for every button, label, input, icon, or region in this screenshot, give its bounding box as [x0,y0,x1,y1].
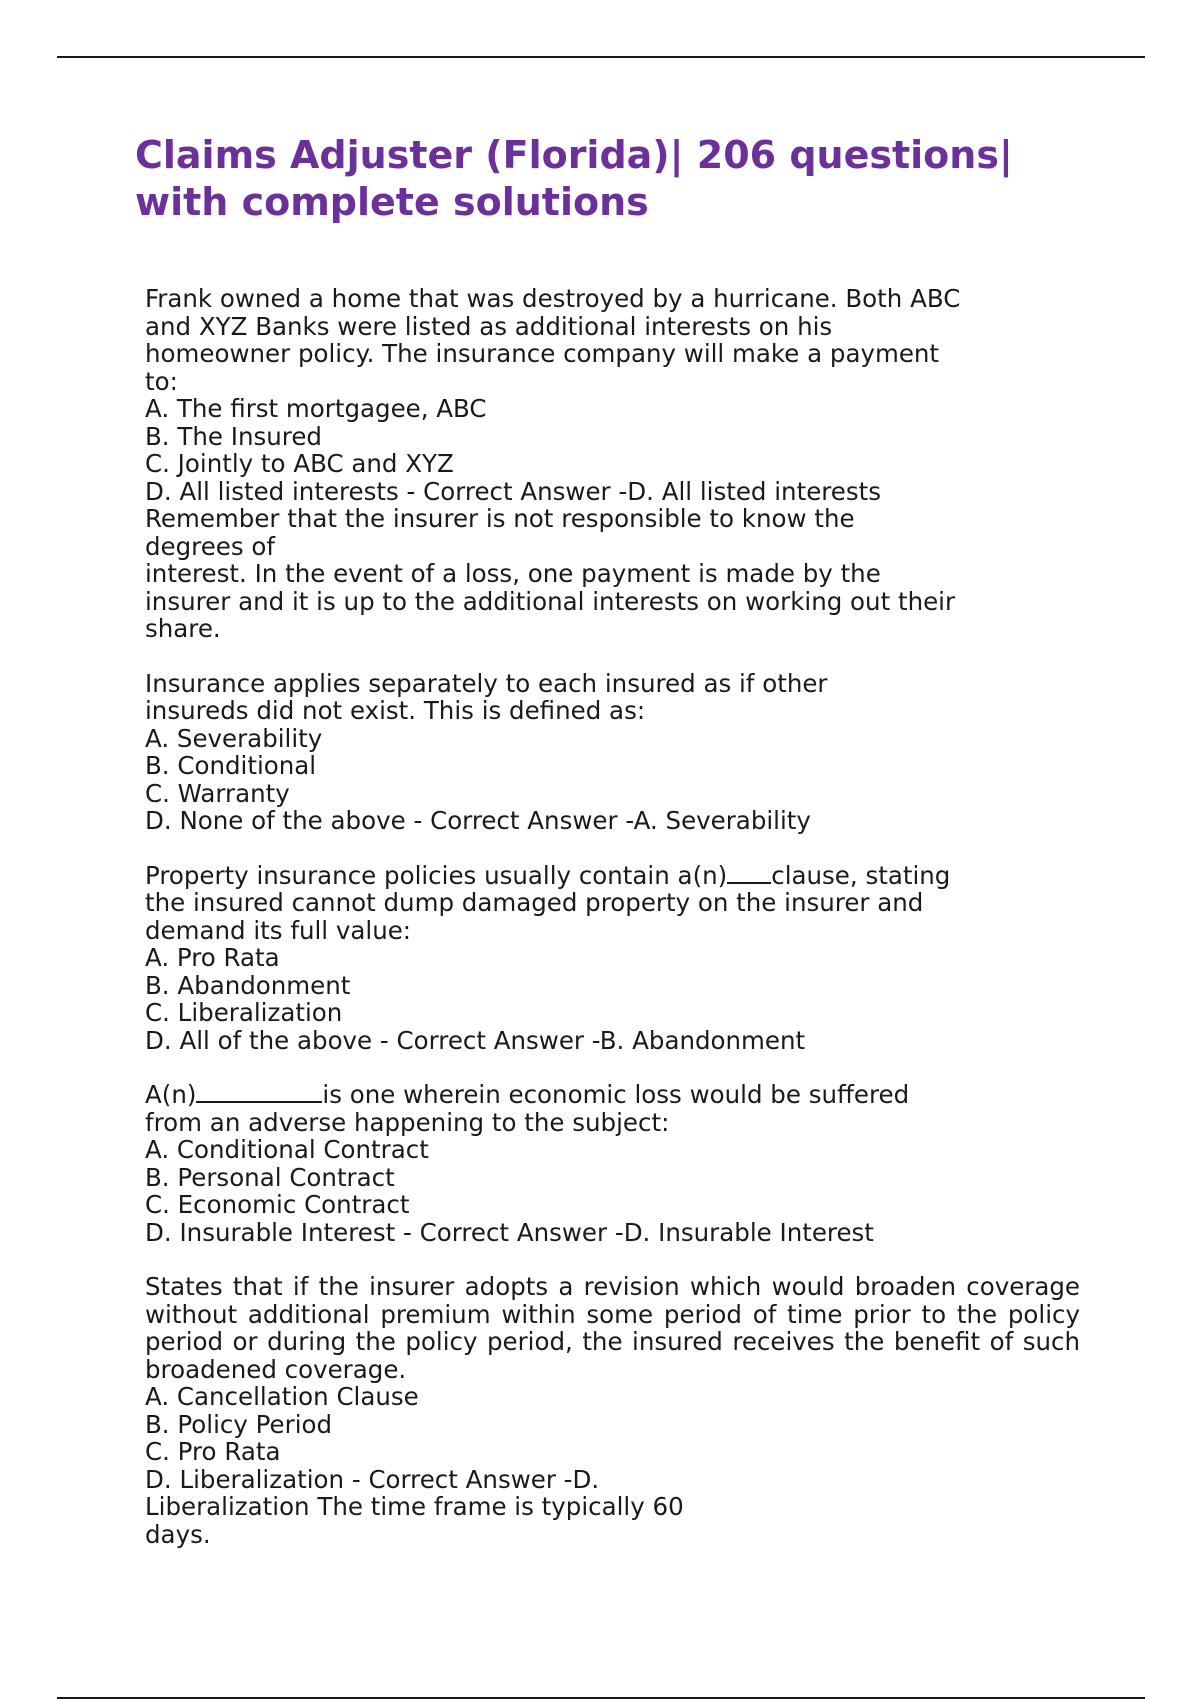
answer-option-d-correct: D. All of the above - Correct Answer -B. Abandonment [145,1025,806,1055]
explanation-line: days. [145,1519,211,1549]
question-block-3 [145,862,1080,1055]
text-line: Frank owned a home that was destroyed by a hurricane. Both ABC [145,284,961,313]
text-line: Insurance applies separately to each insured as if other [145,668,828,698]
text-after-blank: is one wherein economic loss would be suffered [322,1080,910,1109]
answer-option-d-correct: D. Liberalization - Correct Answer -D. [145,1464,600,1494]
answer-option-a: A. Conditional Contract [145,1135,429,1164]
answer-option-c: C. Liberalization [145,998,343,1027]
fill-in-blank [727,862,771,884]
fill-in-blank [196,1081,322,1103]
answer-option-b: B. Policy Period [145,1409,333,1439]
text-before-blank: A(n) [145,1080,197,1109]
text-line: from an adverse happening to the subject: [145,1107,670,1137]
answer-option-d-correct: D. Insurable Interest - Correct Answer -D. Insurable Interest [145,1217,874,1247]
text-line: homeowner policy. The insurance company will make a payment [145,339,940,368]
question-block-1 [145,285,1080,643]
answer-option-a: A. Pro Rata [145,943,280,972]
explanation-line: Remember that the insurer is not responsible to know the [145,504,855,533]
answer-option-d-correct: D. None of the above - Correct Answer -A. Severability [145,806,811,835]
bottom-rule [57,1697,1145,1699]
text-after-blank: clause, stating [771,860,951,890]
explanation-line: share. [145,614,221,643]
text-line: insureds did not exist. This is defined as: [145,696,646,725]
page-title: Claims Adjuster (Florida)| 206 questions| with complete solutions [135,133,1013,224]
answer-option-b: B. Abandonment [145,970,351,1000]
explanation-line: interest. In the event of a loss, one payment is made by the [145,559,881,588]
answer-option-b: B. Personal Contract [145,1162,395,1192]
answer-option-a: A. The first mortgagee, ABC [145,394,487,423]
answer-option-a: A. Cancellation Clause [145,1382,419,1411]
answer-option-a: A. Severability [145,723,323,753]
text-before-blank: Property insurance policies usually contain a(n) [145,860,728,890]
answer-option-b: B. The Insured [145,421,322,451]
top-rule [57,56,1145,58]
document-body [145,285,1080,1575]
explanation-line: Liberalization The time frame is typically 60 [145,1492,684,1521]
question-block-2 [145,670,1080,835]
question-block-5 [145,1273,1080,1548]
text-line-with-blank [145,1081,1080,1109]
question-block-4 [145,1081,1080,1246]
text-line: the insured cannot dump damaged property on the insurer and [145,888,924,917]
answer-option-c: C. Jointly to ABC and XYZ [145,449,454,478]
answer-option-b: B. Conditional [145,751,317,780]
explanation-line: insurer and it is up to the additional interests on working out their [145,586,956,616]
explanation-line: degrees of [145,531,276,561]
answer-option-d-correct: D. All listed interests - Correct Answer -D. All listed interests [145,476,882,506]
question-paragraph: States that if the insurer adopts a revision which would broaden coverage without additional premium within some period of time prior to the policy period or during the policy period, the insured receives the benefit of such broadened coverage. [145,1272,1080,1384]
text-line: and XYZ Banks were listed as additional interests on his [145,311,833,341]
text-line: to: [145,366,178,396]
answer-option-c: C. Pro Rata [145,1437,281,1466]
text-line: demand its full value: [145,915,412,945]
answer-option-c: C. Warranty [145,778,290,808]
answer-option-c: C. Economic Contract [145,1190,410,1219]
text-line-with-blank [145,862,1080,890]
